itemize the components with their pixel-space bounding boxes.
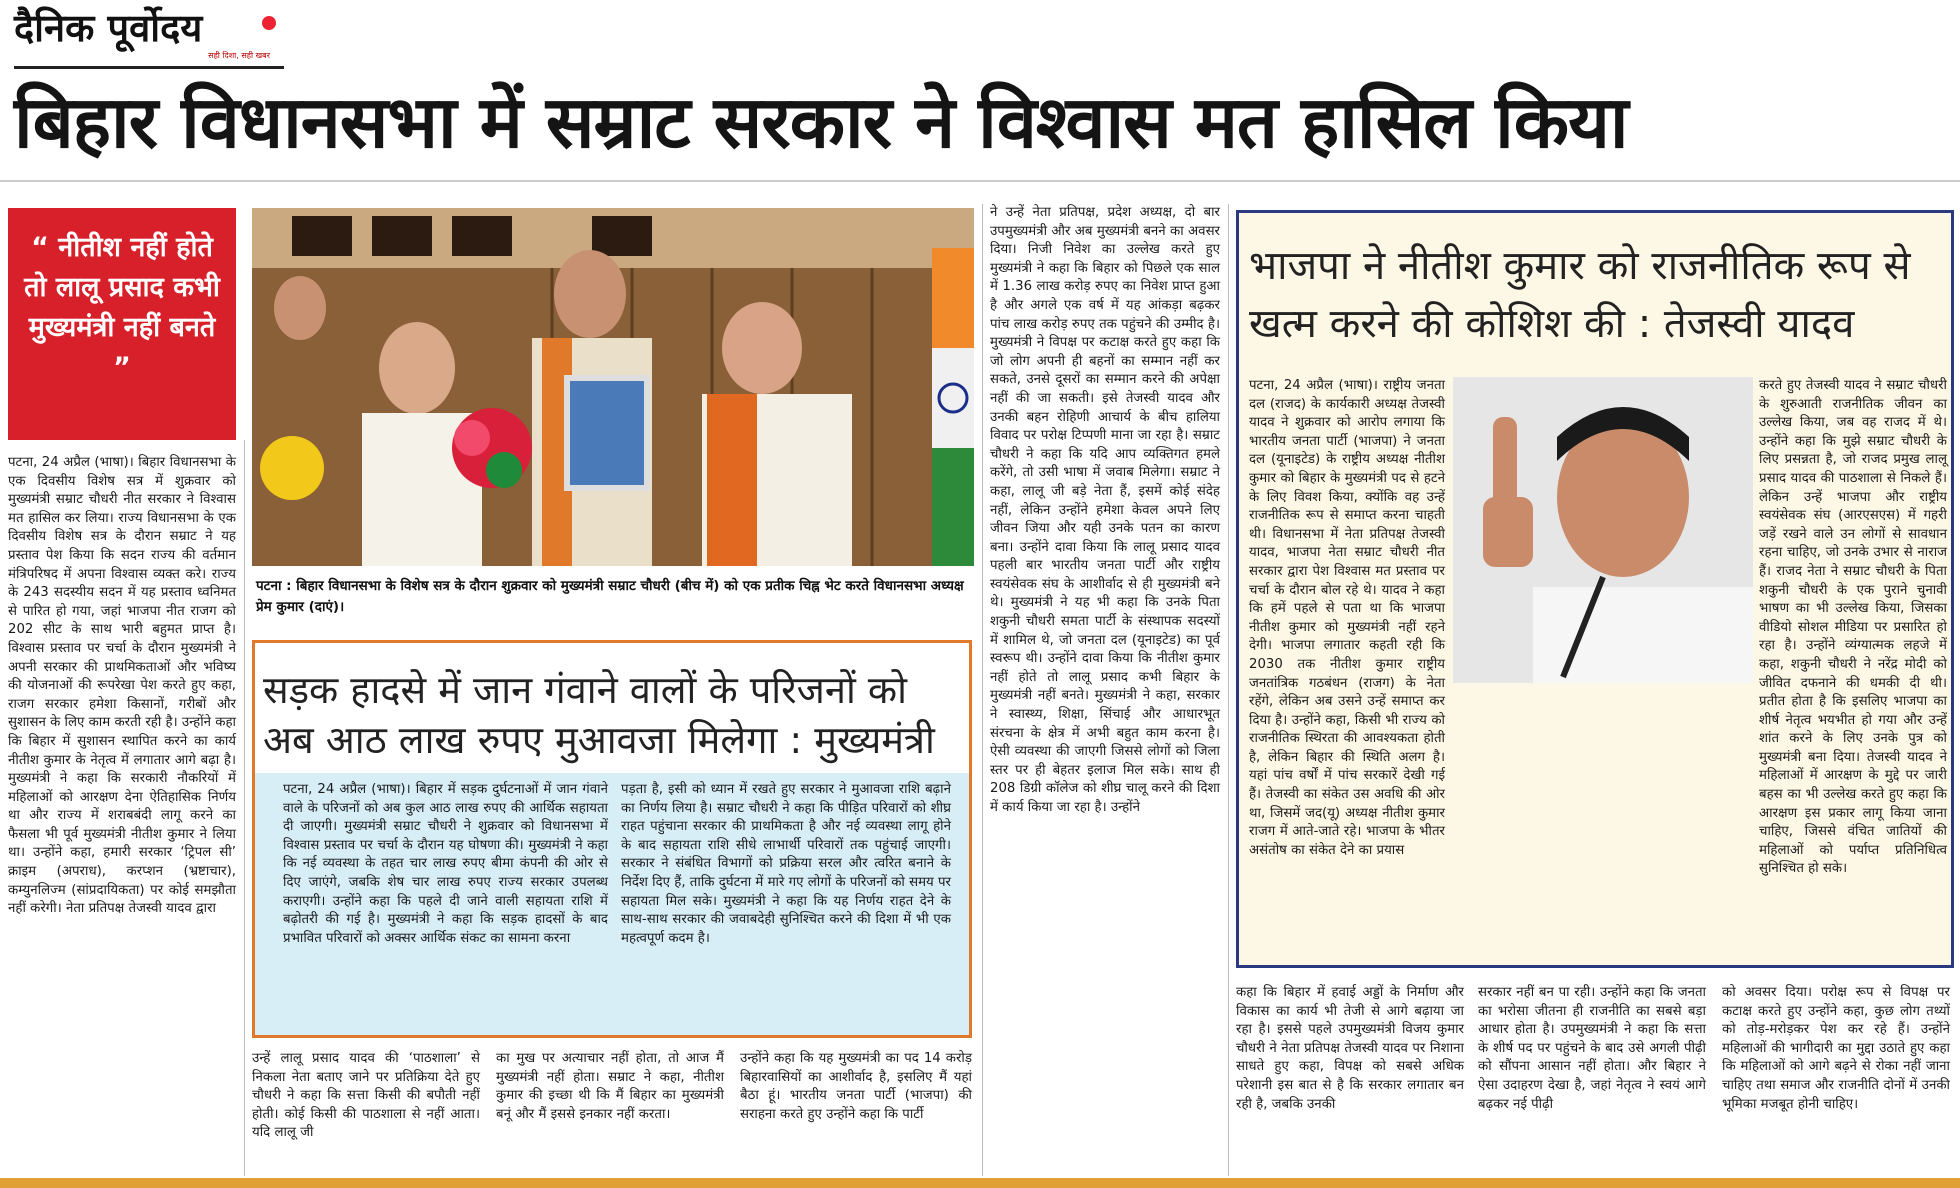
photo-caption: पटना : बिहार विधानसभा के विशेष सत्र के दौरान शुक्रवार को मुख्यमंत्री सम्राट चौधरी (बीच में) को एक प्रतीक चिह्न भेट करते विधानसभा अध्यक्ष प्रेम कुमार (दाएं)। <box>256 578 964 615</box>
box-a-column-right: पड़ता है, इसी को ध्यान में रखते हुए सरकार ने मुआवजा राशि बढ़ाने का निर्णय लिया है। सम्राट चौधरी ने कहा कि पीड़ित परिवारों को शीघ्र राहत पहुंचाना सरकार की प्राथमिकता है और नई व्यवस्था लागू होने के बाद सहायता राशि सीधे लाभार्थी परिवारों तक पहुंचाई जाएगी। सरकार ने संबंधित विभागों को प्रक्रिया सरल और त्वरित बनाने के निर्देश दिए हैं, ताकि दुर्घटना में मारे गए लोगों के परिजनों को समय पर सहायता मिल सके। मुख्यमंत्री ने कहा कि यह निर्णय राहत देने के साथ-साथ सरकार की जवाबदेही सुनिश्चित करने की दिशा में भी एक महत्वपूर्ण कदम है। <box>621 782 951 946</box>
pull-quote: “ नीतीश नहीं होते तो लालू प्रसाद कभी मुख्यमंत्री नहीं बनते ” <box>8 208 236 440</box>
masthead <box>14 6 284 72</box>
top-divider <box>0 180 1960 182</box>
article-column-3: ने उन्हें नेता प्रतिपक्ष, प्रदेश अध्यक्ष, दो बार उपमुख्यमंत्री और अब मुख्यमंत्री बनने का अवसर दिया। निजी निवेश का उल्लेख करते हुए मुख्यमंत्री ने कहा कि बिहार को पिछले एक साल में 1.36 लाख करोड़ रुपए का निवेश प्राप्त हुआ है और अगले एक वर्ष में यह आंकड़ा बढ़कर पांच लाख करोड़ रुपए तक पहुंचने की उम्मीद है। मुख्यमंत्री ने विपक्ष पर कटाक्ष करते हुए कहा कि जो लोग अपनी ही बहनों का सम्मान नहीं कर सकते, उनसे दूसरों का सम्मान करने की अपेक्षा नहीं की जा सकती। इसे तेजस्वी यादव और उनकी बहन रोहिणी आचार्य के बीच हालिया विवाद पर परोक्ष टिप्पणी माना जा रहा है। सम्राट चौधरी ने कहा कि यदि आप व्यक्तिगत हमले करेंगे, तो उसी भाषा में जवाब मिलेगा। सम्राट ने कहा, लालू जी बड़े नेता हैं, इसमें कोई संदेह नहीं, लेकिन उन्होंने हमेशा केवल अपने लिए जीवन जिया और यही उनके पतन का कारण बना। उन्होंने दावा किया कि लालू प्रसाद यादव पहली बार भारतीय जनता पार्टी और राष्ट्रीय स्वयंसेवक संघ के आशीर्वाद से ही मुख्यमंत्री बने थे। मुख्यमंत्री ने यह भी कहा कि उनके पिता शकुनी चौधरी समता पार्टी के संस्थापक सदस्यों में शामिल थे, जो जनता दल (यूनाइटेड) का पूर्व स्वरूप थी। उन्होंने दावा किया कि नीतीश कुमार नहीं होते तो लालू प्रसाद कभी बिहार के मुख्यमंत्री नहीं बनते। मुख्यमंत्री ने कहा, सरकार ने स्वास्थ्य, शिक्षा, सिंचाई और आधारभूत संरचना के क्षेत्र में अभी बहुत काम करना है। ऐसी व्यवस्था की जाएगी जिससे लोगों को जिला स्तर पर ही बेहतर इलाज मिल सके। साथ ही 208 डिग्री कॉलेज को शीघ्र चालू करने की दिशा में कार्य किया जा रहा है। उन्होंने <box>990 205 1220 815</box>
tejashwi-box <box>1236 210 1954 968</box>
bottom-rule <box>0 1178 1960 1188</box>
accident-compensation-box <box>252 640 972 1038</box>
box-b-right-column: करते हुए तेजस्वी यादव ने सम्राट चौधरी के शुरुआती राजनीतिक जीवन का उल्लेख किया, जब वह राजद में थे। उन्होंने कहा कि मुझे सम्राट चौधरी के लिए प्रसन्नता है, जो राजद प्रमुख लालू प्रसाद यादव की पाठशाला से निकले हैं। लेकिन उन्हें भाजपा और राष्ट्रीय स्वयंसेवक संघ (आरएसएस) में गहरी जड़ें रखने वाले उन लोगों से सावधान रहना चाहिए, जो उनके उभार से नाराज हैं। राजद नेता ने सम्राट चौधरी के पिता शकुनी चौधरी के एक पुराने चुनावी भाषण का भी उल्लेख किया, जिसका वीडियो सोशल मीडिया पर प्रसारित हो रहा है। उन्होंने व्यंग्यात्मक लहजे में कहा, शकुनी चौधरी ने नरेंद्र मोदी को जीवित दफनाने की धमकी दी थी। प्रतीत होता है कि इसलिए भाजपा का शीर्ष नेतृत्व भयभीत हो गया और उन्हें शांत करने के लिए उनके पुत्र को मुख्यमंत्री बना दिया। तेजस्वी यादव ने महिलाओं में आरक्षण के मुद्दे पर जारी बहस का भी उल्लेख करते हुए कहा कि आरक्षण इस प्रकार लागू किया जाना चाहिए, जिससे वंचित जातियों की महिलाओं को पर्याप्त प्रतिनिधित्व सुनिश्चित हो सके। <box>1759 378 1947 877</box>
box-a-column-left: पटना, 24 अप्रैल (भाषा)। बिहार में सड़क दुर्घटनाओं में जान गंवाने वाले के परिजनों को अब कुल आठ लाख रुपए की आर्थिक सहायता दी जाएगी। मुख्यमंत्री सम्राट चौधरी ने शुक्रवार को विधानसभा में विश्वास प्रस्ताव पर चर्चा के दौरान यह घोषणा की। मुख्यमंत्री ने कहा कि नई व्यवस्था के तहत चार लाख रुपए बीमा कंपनी की ओर से दिए जाएंगे, जबकि शेष चार लाख रुपए राज्य सरकार उपलब्ध कराएगी। उन्होंने कहा कि पहले दी जाने वाली सहायता राशि में बढ़ोतरी की गई है। मुख्यमंत्री ने कहा कि सड़क हादसों के बाद प्रभावित परिवारों को अक्सर आर्थिक संकट का सामना करना <box>283 782 608 946</box>
box-a-body <box>255 773 969 1035</box>
logo-dot-icon <box>262 16 276 30</box>
box-b-lead: पटना, 24 अप्रैल (भाषा)। राष्ट्रीय जनता दल (राजद) के कार्यकारी अध्यक्ष तेजस्वी यादव ने शुक्रवार को आरोप लगाया कि भारतीय जनता पार्टी (भाजपा) ने जनता दल (यूनाइटेड) के राष्ट्रीय अध्यक्ष नीतीश कुमार को बिहार के मुख्यमंत्री पद से हटने के लिए विवश किया, क्योंकि वह उन्हें राजनीतिक रूप से समाप्त करना चाहती थी। विधानसभा में नेता प्रतिपक्ष तेजस्वी यादव, भाजपा नेता सम्राट चौधरी नीत सरकार द्वारा पेश विश्वास मत प्रस्ताव पर चर्चा के दौरान बोल रहे थे। यादव ने कहा कि हमें पहले से पता था कि भाजपा नीतीश कुमार को मुख्यमंत्री नहीं रहने देगी। भाजपा लगातार कहती रही कि 2030 तक नीतीश कुमार राष्ट्रीय जनतांत्रिक गठबंधन (राजग) के नेता रहेंगे, लेकिन अब उसने उन्हें समाप्त कर दिया है। उन्होंने कहा, किसी भी राज्य को राजनीतिक स्थिरता की आवश्यकता होती है, लेकिन बिहार की स्थिति अलग है। यहां पांच वर्षों में पांच सरकारें देखी गई हैं। तेजस्वी का संकेत उस अवधि की ओर था, जिसमें जद(यू) अध्यक्ष नीतीश कुमार राजग में आते-जाते रहे। भाजपा के भीतर असंतोष का संकेत देने का प्रयास <box>1249 378 1445 858</box>
tejashwi-photo <box>1453 377 1753 683</box>
bottom-column-4: कहा कि बिहार में हवाई अड्डों के निर्माण और विकास का कार्य भी तेजी से आगे बढ़ाया जा रहा है। इससे पहले उपमुख्यमंत्री विजय कुमार चौधरी ने नेता प्रतिपक्ष तेजस्वी यादव पर निशाना साधते हुए कहा, विपक्ष को सबसे अधिक परेशानी इस बात से है कि सरकार लगातार बन रही है, जबकि उनकी <box>1236 985 1464 1112</box>
box-b-headline: भाजपा ने नीतीश कुमार को राजनीतिक रूप से खत्म करने की कोशिश की : तेजस्वी यादव <box>1249 243 1911 347</box>
box-a-headline: सड़क हादसे में जान गंवाने वालों के परिजनों को अब आठ लाख रुपए मुआवजा मिलेगा : मुख्यमंत्री <box>263 668 935 762</box>
bottom-column-5: सरकार नहीं बन पा रही। उन्होंने कहा कि जनता का भरोसा जीतना ही राजनीति का सबसे बड़ा आधार होता है। उपमुख्यमंत्री ने कहा कि सत्ता के शीर्ष पद पर पहुंचने के बाद उसे अगली पीढ़ी को सौंपना आसान नहीं होता। और बिहार ने ऐसा उदाहरण देखा है, जहां नेतृत्व ने स्वयं आगे बढ़कर नई पीढ़ी <box>1478 985 1706 1112</box>
column-divider <box>1228 204 1229 1176</box>
newspaper-name: दैनिक पूर्वोदय <box>14 5 203 50</box>
news-photo <box>252 208 974 566</box>
masthead-rule <box>14 66 284 69</box>
newspaper-tagline: सही दिशा, सही खबर <box>208 51 270 60</box>
bottom-column-6: को अवसर दिया। परोक्ष रूप से विपक्ष पर कटाक्ष करते हुए उन्होंने कहा, कुछ लोग तथ्यों को तोड़-मरोड़कर पेश कर रहे हैं। उन्होंने महिलाओं की भागीदारी का मुद्दा उठाते हुए कहा कि महिलाओं को आगे बढ़ने से रोका नहीं जाना चाहिए तथा समाज और राजनीति दोनों में उनकी भूमिका मजबूत होनी चाहिए। <box>1722 985 1950 1112</box>
article-column-1: पटना, 24 अप्रैल (भाषा)। बिहार विधानसभा के एक दिवसीय विशेष सत्र में शुक्रवार को मुख्यमंत्री सम्राट चौधरी नीत सरकार ने विश्वास मत हासिल कर लिया। राज्य विधानसभा के एक दिवसीय विशेष सत्र के दौरान सम्राट ने यह प्रस्ताव पेश किया कि सदन राज्य की वर्तमान मंत्रिपरिषद में अपना विश्वास व्यक्त करे। राज्य के 243 सदस्यीय सदन में यह प्रस्ताव ध्वनिमत से पारित हो गया, जहां भाजपा नीत राजग को 202 सीट के साथ भारी बहुमत प्राप्त है। विश्वास प्रस्ताव पर चर्चा के दौरान मुख्यमंत्री ने अपनी सरकार की प्राथमिकताओं और भविष्य की योजनाओं की रूपरेखा पेश करते हुए कहा, राजग सरकार हमेशा किसानों, गरीबों और सुशासन के लिए काम करती रही है। उन्होंने कहा कि बिहार में सुशासन स्थापित करने का कार्य नीतीश कुमार के नेतृत्व में लगातार आगे बढ़ा है। मुख्यमंत्री ने कहा कि सरकारी नौकरियों में महिलाओं को आरक्षण देना ऐतिहासिक निर्णय था और राज्य में शराबबंदी लागू करने का फैसला भी पूर्व मुख्यमंत्री नीतीश कुमार ने लिया था। उन्होंने कहा, हमारी सरकार ‘ट्रिपल सी’ क्राइम (अपराध), करप्शन (भ्रष्टाचार), कम्युनलिज्म (सांप्रदायिकता) पर कोई समझौता नहीं करेगी। नेता प्रतिपक्ष तेजस्वी यादव द्वारा <box>8 455 236 917</box>
bottom-column-2: का मुख पर अत्याचार नहीं होता, तो आज मैं मुख्यमंत्री नहीं होता। सम्राट ने कहा, नीतीश कुमार की इच्छा थी कि मैं बिहार का मुख्यमंत्री बनूं और मैं इससे इनकार नहीं करता। <box>496 1051 724 1122</box>
column-divider <box>982 204 983 1176</box>
bottom-column-3: उन्होंने कहा कि यह मुख्यमंत्री का पद 14 करोड़ बिहारवासियों का आशीर्वाद है, इसलिए मैं यहां बैठा हूं। भारतीय जनता पार्टी (भाजपा) की सराहना करते हुए उन्होंने कहा कि पार्टी <box>740 1051 972 1122</box>
portrait-illustration-icon <box>1453 377 1753 683</box>
main-headline: बिहार विधानसभा में सम्राट सरकार ने विश्वास मत हासिल किया <box>14 80 1628 164</box>
column-divider <box>244 440 245 1176</box>
bottom-column-1: उन्हें लालू प्रसाद यादव की ‘पाठशाला’ से निकला नेता बताए जाने पर प्रतिक्रिया देते हुए चौधरी ने कहा कि सत्ता किसी की बपौती नहीं होती। कोई किसी की पाठशाला से नहीं आता। यदि लालू जी <box>252 1051 480 1141</box>
photo-illustration-icon <box>252 208 974 566</box>
